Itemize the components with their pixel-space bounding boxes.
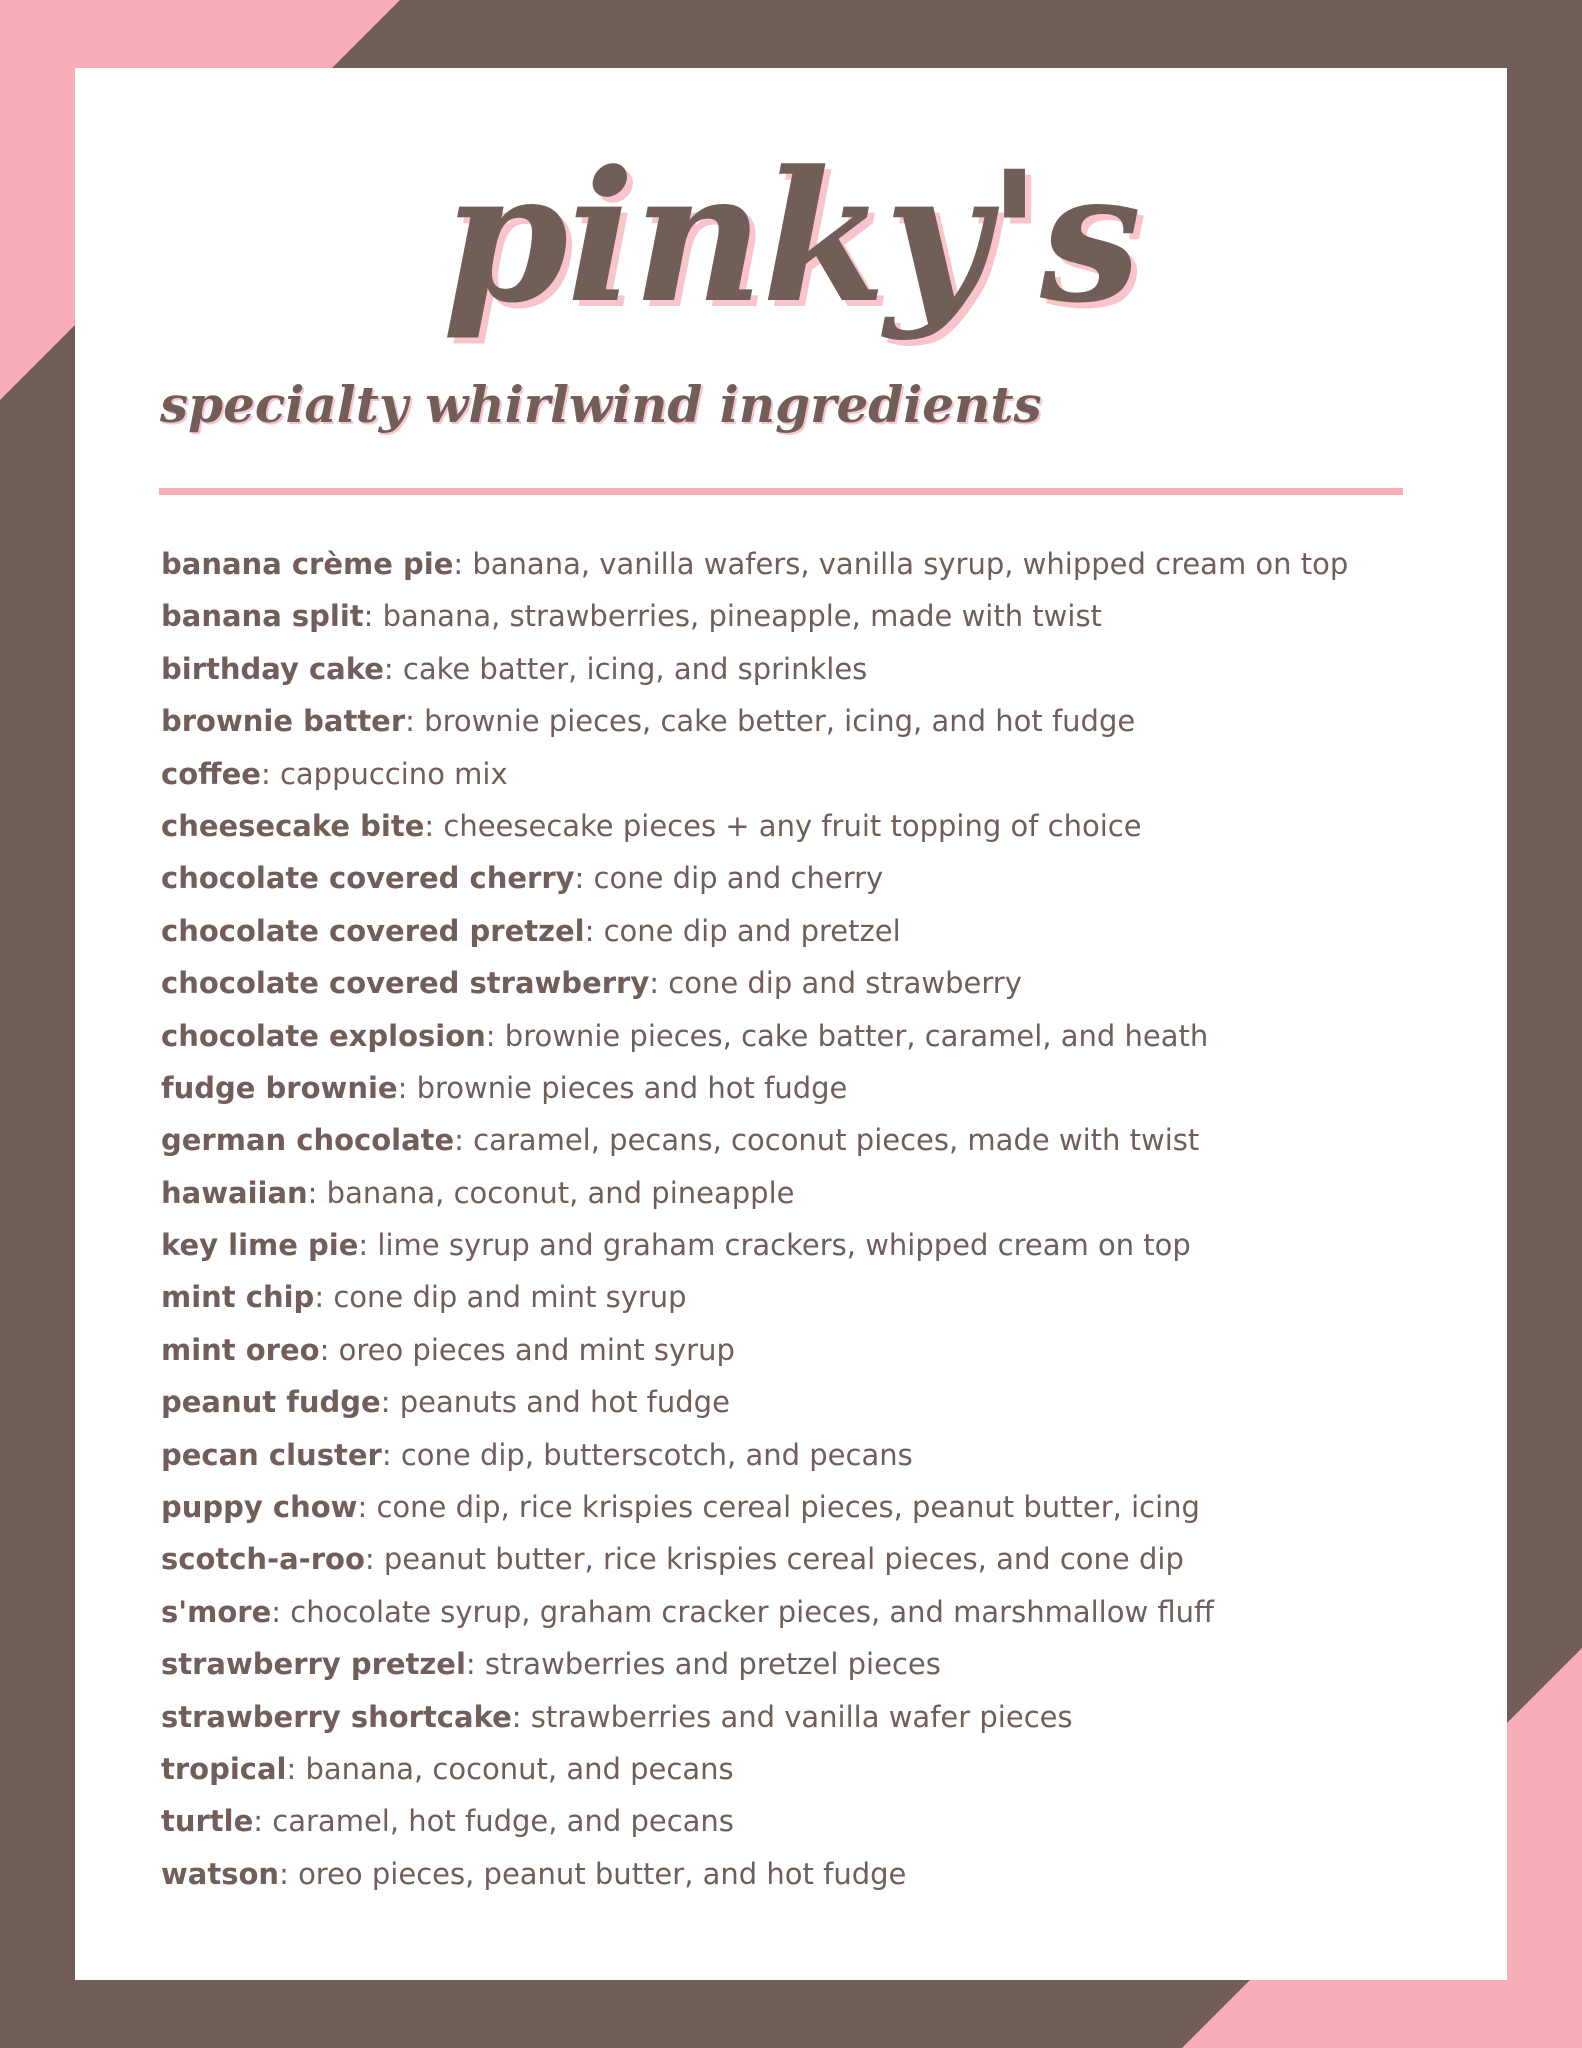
flavor-name: chocolate covered strawberry xyxy=(161,966,650,1001)
flavor-name: fudge brownie xyxy=(161,1070,398,1105)
flavor-name: chocolate explosion xyxy=(161,1018,486,1053)
flavor-name: peanut fudge xyxy=(161,1385,381,1420)
flavor-name: banana split xyxy=(161,599,364,634)
flavor-list xyxy=(161,538,1348,1900)
flavor-ingredients: cappuccino mix xyxy=(279,756,508,791)
flavor-ingredients: caramel, hot fudge, and pecans xyxy=(272,1804,734,1839)
list-item: puppy chow: cone dip, rice krispies cereal pieces, peanut butter, icing xyxy=(161,1490,1200,1525)
list-item: turtle: caramel, hot fudge, and pecans xyxy=(161,1804,734,1839)
brand-title: pinky's xyxy=(442,132,1140,343)
divider xyxy=(159,488,1403,495)
flavor-ingredients: chocolate syrup, graham cracker pieces, and marshmallow fluff xyxy=(290,1594,1215,1629)
list-item: german chocolate: caramel, pecans, coconut pieces, made with twist xyxy=(161,1123,1200,1158)
list-item: chocolate explosion: brownie pieces, cake batter, caramel, and heath xyxy=(161,1018,1209,1053)
list-item: brownie batter: brownie pieces, cake better, icing, and hot fudge xyxy=(161,704,1136,739)
flavor-name: hawaiian xyxy=(161,1175,308,1210)
flavor-ingredients: oreo pieces, peanut butter, and hot fudge xyxy=(298,1856,907,1891)
list-item: hawaiian: banana, coconut, and pineapple xyxy=(161,1175,795,1210)
list-item: key lime pie: lime syrup and graham crackers, whipped cream on top xyxy=(161,1228,1191,1263)
list-item: watson: oreo pieces, peanut butter, and hot fudge xyxy=(161,1856,907,1891)
flavor-name: strawberry shortcake xyxy=(161,1699,512,1734)
flavor-ingredients: banana, vanilla wafers, vanilla syrup, whipped cream on top xyxy=(472,547,1349,581)
list-item: chocolate covered strawberry: cone dip and strawberry xyxy=(161,966,1022,1001)
list-item: fudge brownie: brownie pieces and hot fudge xyxy=(161,1070,848,1105)
flavor-name: tropical xyxy=(161,1751,287,1786)
flavor-name: pecan cluster xyxy=(161,1437,382,1472)
list-item: strawberry shortcake: strawberries and vanilla wafer pieces xyxy=(161,1699,1073,1734)
flavor-name: s'more xyxy=(161,1594,272,1629)
flavor-ingredients: brownie pieces, cake batter, caramel, and heath xyxy=(504,1018,1209,1053)
flavor-ingredients: brownie pieces and hot fudge xyxy=(416,1070,848,1105)
menu-subtitle: specialty whirlwind ingredients xyxy=(160,375,1042,434)
list-item: strawberry pretzel: strawberries and pretzel pieces xyxy=(161,1647,941,1682)
flavor-ingredients: banana, strawberries, pineapple, made with twist xyxy=(382,599,1102,634)
list-item: s'more: chocolate syrup, graham cracker pieces, and marshmallow fluff xyxy=(161,1594,1215,1629)
flavor-name: birthday cake xyxy=(161,651,384,686)
flavor-name: scotch-a-roo xyxy=(161,1542,365,1577)
flavor-name: puppy chow xyxy=(161,1490,358,1525)
flavor-name: coffee xyxy=(161,756,261,791)
flavor-ingredients: brownie pieces, cake better, icing, and hot fudge xyxy=(424,704,1136,739)
flavor-ingredients: caramel, pecans, coconut pieces, made with twist xyxy=(473,1123,1200,1158)
flavor-ingredients: peanuts and hot fudge xyxy=(399,1385,730,1420)
flavor-name: cheesecake bite xyxy=(161,808,425,843)
list-item: mint oreo: oreo pieces and mint syrup xyxy=(161,1332,735,1367)
flavor-ingredients: banana, coconut, and pecans xyxy=(305,1751,734,1786)
flavor-name: strawberry pretzel xyxy=(161,1647,466,1682)
list-item: coffee: cappuccino mix xyxy=(161,756,508,791)
flavor-name: banana crème pie xyxy=(161,547,454,581)
flavor-ingredients: cheesecake pieces + any fruit topping of choice xyxy=(443,808,1142,843)
list-item: pecan cluster: cone dip, butterscotch, and pecans xyxy=(161,1437,913,1472)
list-item: tropical: banana, coconut, and pecans xyxy=(161,1751,734,1786)
flavor-name: chocolate covered cherry xyxy=(161,861,575,896)
flavor-name: key lime pie xyxy=(161,1228,359,1263)
flavor-name: brownie batter xyxy=(161,704,406,739)
flavor-ingredients: lime syrup and graham crackers, whipped cream on top xyxy=(377,1228,1191,1263)
flavor-name: chocolate covered pretzel xyxy=(161,913,585,948)
flavor-ingredients: strawberries and vanilla wafer pieces xyxy=(530,1699,1073,1734)
flavor-name: mint oreo xyxy=(161,1332,320,1367)
list-item: chocolate covered pretzel: cone dip and pretzel xyxy=(161,913,901,948)
list-item: mint chip: cone dip and mint syrup xyxy=(161,1280,687,1315)
list-item: chocolate covered cherry: cone dip and cherry xyxy=(161,861,884,896)
flavor-name: turtle xyxy=(161,1804,254,1839)
flavor-name: mint chip xyxy=(161,1280,315,1315)
flavor-ingredients: peanut butter, rice krispies cereal pieces, and cone dip xyxy=(383,1542,1184,1577)
flavor-ingredients: cake batter, icing, and sprinkles xyxy=(402,651,868,686)
flavor-ingredients: cone dip and strawberry xyxy=(668,966,1022,1001)
flavor-ingredients: cone dip, butterscotch, and pecans xyxy=(400,1437,913,1472)
flavor-name: watson xyxy=(161,1856,280,1891)
menu-card xyxy=(75,68,1507,1980)
list-item: birthday cake: cake batter, icing, and sprinkles xyxy=(161,651,868,686)
list-item: banana crème pie: banana, vanilla wafers, vanilla syrup, whipped cream on top xyxy=(161,547,1349,581)
flavor-ingredients: banana, coconut, and pineapple xyxy=(326,1175,795,1210)
list-item: scotch-a-roo: peanut butter, rice krispies cereal pieces, and cone dip xyxy=(161,1542,1184,1577)
flavor-name: german chocolate xyxy=(161,1123,455,1158)
flavor-ingredients: cone dip and cherry xyxy=(593,861,884,896)
flavor-ingredients: cone dip, rice krispies cereal pieces, peanut butter, icing xyxy=(376,1490,1200,1525)
list-item: banana split: banana, strawberries, pineapple, made with twist xyxy=(161,599,1102,634)
flavor-ingredients: oreo pieces and mint syrup xyxy=(338,1332,735,1367)
flavor-ingredients: cone dip and pretzel xyxy=(603,913,901,948)
list-item: cheesecake bite: cheesecake pieces + any fruit topping of choice xyxy=(161,808,1142,843)
list-item: peanut fudge: peanuts and hot fudge xyxy=(161,1385,730,1420)
flavor-ingredients: cone dip and mint syrup xyxy=(333,1280,687,1315)
flavor-ingredients: strawberries and pretzel pieces xyxy=(484,1647,941,1682)
